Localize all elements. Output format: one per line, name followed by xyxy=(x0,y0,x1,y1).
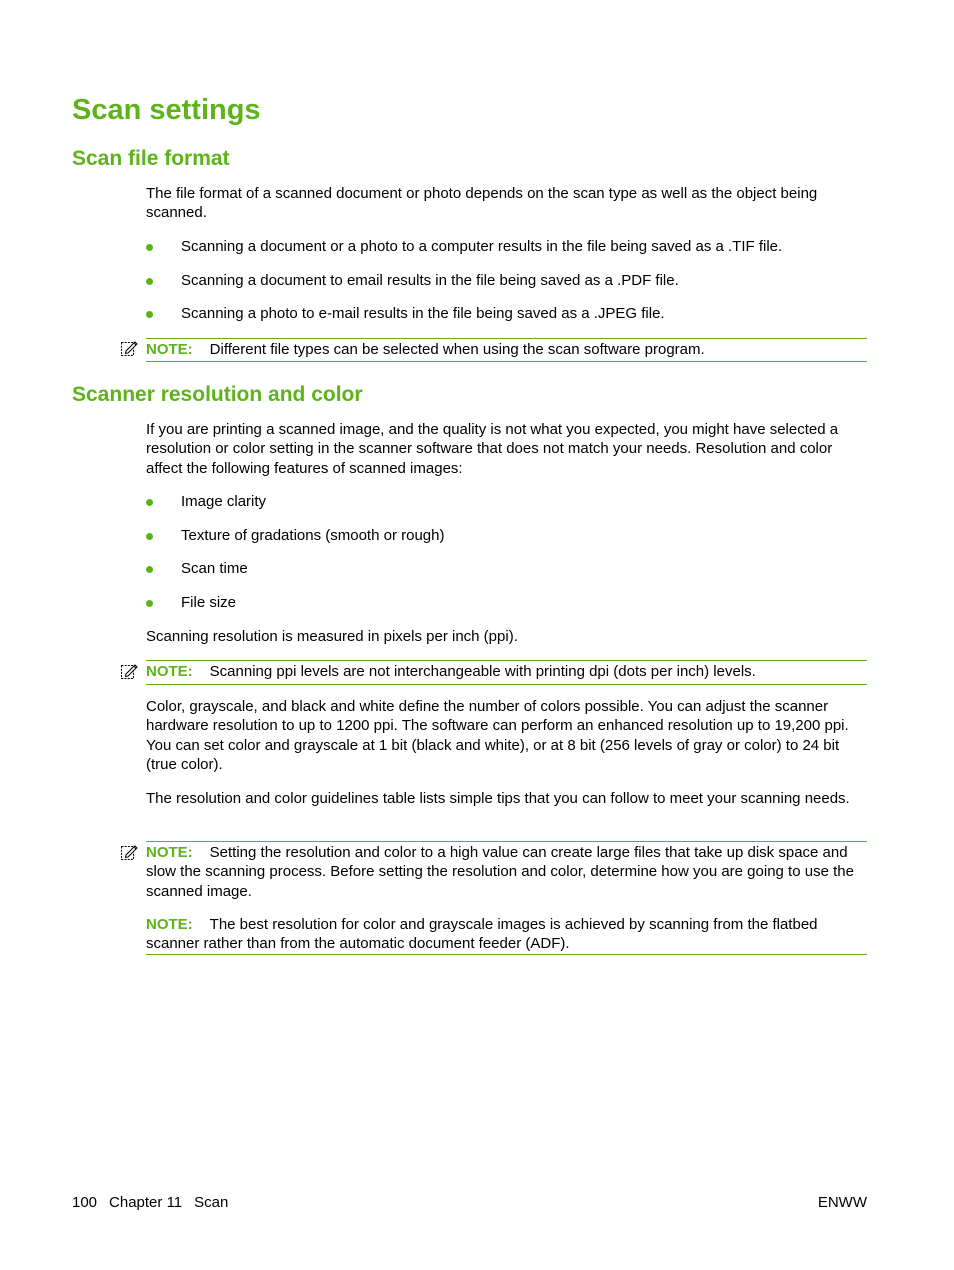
section-heading-scan-file-format: Scan file format xyxy=(72,147,230,170)
ppi-text: Scanning resolution is measured in pixels per inch (ppi). xyxy=(146,628,518,645)
list-item-text: Image clarity xyxy=(181,493,267,510)
list-item-text: Scan time xyxy=(181,560,248,577)
note-label: NOTE: xyxy=(146,663,193,680)
page-title: Scan settings xyxy=(72,94,261,126)
section1-intro: The file format of a scanned document or photo depends on the scan type as well as the object being scanned. xyxy=(146,185,818,222)
note-body: The best resolution for color and grayscale images is achieved by scanning from the flatbed scanner rather than from the automatic document feeder (ADF). xyxy=(146,916,818,953)
bullet-icon xyxy=(146,244,153,251)
note-text xyxy=(146,915,867,954)
bullet-icon xyxy=(146,600,153,607)
note-body: Different file types can be selected when using the scan software program. xyxy=(209,341,705,358)
section-heading-scanner-resolution: Scanner resolution and color xyxy=(72,383,363,406)
chapter-label: Chapter 11 xyxy=(109,1194,183,1211)
note-pencil-icon xyxy=(120,339,138,357)
note-text xyxy=(146,843,867,901)
note-box xyxy=(146,338,867,362)
note-label: NOTE: xyxy=(146,341,193,358)
list-item-text: File size xyxy=(181,594,237,611)
list-item-text: Texture of gradations (smooth or rough) xyxy=(181,527,445,544)
bullet-icon xyxy=(146,311,153,318)
list-item-text: Scanning a document or a photo to a computer results in the file being saved as a .TIF file. xyxy=(181,238,783,255)
list-item-text: Scanning a document to email results in the file being saved as a .PDF file. xyxy=(181,272,679,289)
note-text xyxy=(146,662,867,681)
page-footer-left xyxy=(72,1193,240,1212)
bullet-icon xyxy=(146,533,153,540)
page-footer-right: ENWW xyxy=(817,1194,867,1211)
list-item xyxy=(146,526,870,545)
note-body: Scanning ppi levels are not interchangeable with printing dpi (dots per inch) levels. xyxy=(209,663,756,680)
note-text xyxy=(146,340,867,359)
list-item xyxy=(146,271,870,290)
bullet-icon xyxy=(146,566,153,573)
bullet-icon xyxy=(146,499,153,506)
list-item xyxy=(146,559,870,578)
chapter-name: Scan xyxy=(194,1194,229,1211)
list-item xyxy=(146,492,870,511)
note-body: Setting the resolution and color to a high value can create large files that take up disk space and slow the scanning process. Before setting the resolution and color, determine how you are going to use the scanned image. xyxy=(146,844,854,900)
list-item xyxy=(146,304,870,323)
list-item xyxy=(146,237,870,256)
note-pencil-icon xyxy=(120,843,138,861)
color-paragraph: Color, grayscale, and black and white define the number of colors possible. You can adjust the scanner hardware resolution to up to 1200 ppi. The software can perform an enhanced resolution up to 19,200 ppi. You can set color and grayscale at 1 bit (black and white), or at 8 bit (256 levels of gray or color) to 24 bit (true color). xyxy=(146,698,849,773)
note-box xyxy=(146,660,867,685)
note-pencil-icon xyxy=(120,662,138,680)
page-number: 100 xyxy=(72,1194,98,1211)
guidelines-paragraph: The resolution and color guidelines table lists simple tips that you can follow to meet your scanning needs. xyxy=(146,790,850,807)
note-label: NOTE: xyxy=(146,916,193,933)
note-box xyxy=(146,841,867,955)
list-item xyxy=(146,593,870,612)
bullet-icon xyxy=(146,278,153,285)
section2-intro: If you are printing a scanned image, and the quality is not what you expected, you might have selected a resolution or color setting in the scanner software that does not match your needs. Resolution and color affect the following features of scanned images: xyxy=(146,421,839,477)
note-label: NOTE: xyxy=(146,844,193,861)
list-item-text: Scanning a photo to e-mail results in the file being saved as a .JPEG file. xyxy=(181,305,665,322)
